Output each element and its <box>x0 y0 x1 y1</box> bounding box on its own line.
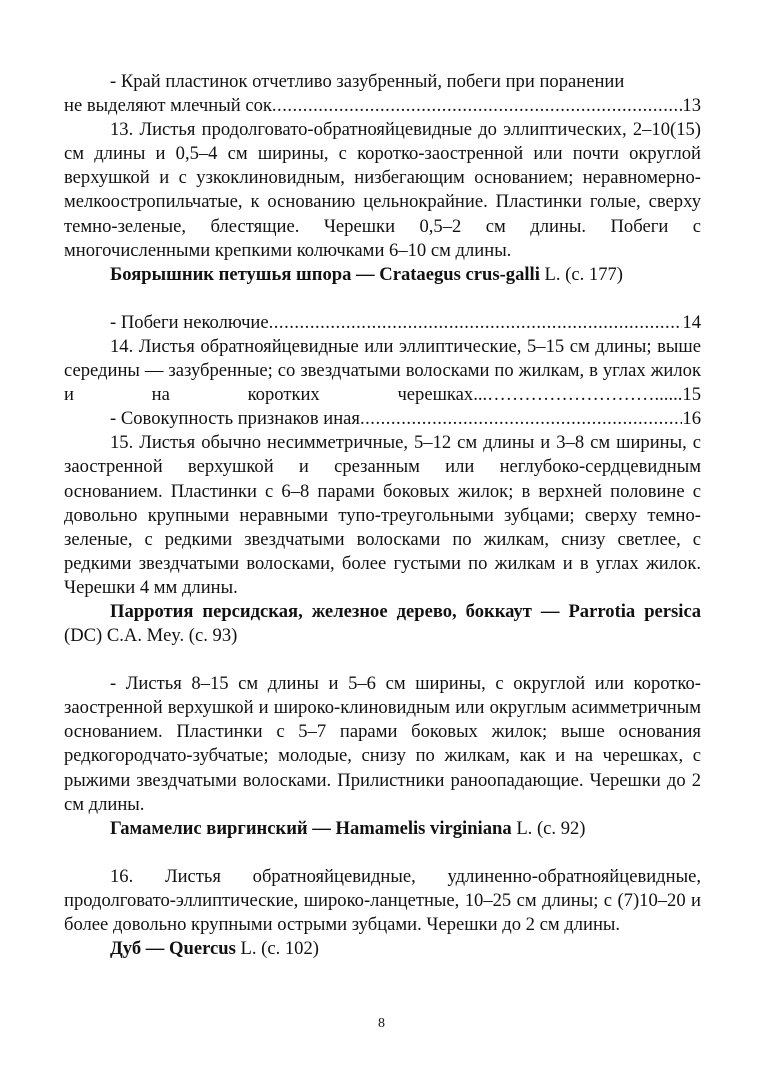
key-paragraph-14 <box>64 335 701 407</box>
key-leader-16 <box>64 407 701 431</box>
species-reference: L. (с. 102) <box>235 938 319 960</box>
dot-leader-inline: ...………………………...... <box>473 384 683 406</box>
dot-leader <box>269 311 683 335</box>
key-paragraph-13: 13. Листья продолговато-обратнояйцевидные до эллиптических, 2–10(15) см длины и 0,5–4 см ширины, с коротко-заостренной или почти округлой верхушкой и с узкоклиновидным, низбегающим основанием; неравномерно-мелкоостропильчатые, к основанию цельнокрайние. Пластинки голые, сверху темно-зеленые, блестящие. Черешки 0,5–2 см длины. Побеги с многочисленными крепкими колючками 6–10 см длины. <box>64 119 701 261</box>
spacer <box>64 648 701 672</box>
key-paragraph-15-alt: - Листья 8–15 см длины и 5–6 см ширины, с округлой или коротко-заостренной верхушкой и широко-клиновидным или округлым асимметричным основанием. Пластинки с 5–7 парами боковых жилок; выше основания редкогородчато-зубчатые; молодые, снизу по жилкам, как и на черешках, с рыжими звездчатыми волосками. Прилистники раноопадающие. Черешки до 2 см длины. <box>64 673 701 815</box>
key-line-text: - Совокупность признаков иная <box>110 408 360 430</box>
key-leader-14 <box>64 311 701 335</box>
species-name: Дуб — Quercus <box>110 938 236 960</box>
species-name: Боярышник петушья шпора — Crataegus crus-galli <box>110 263 540 285</box>
species-entry-parrotia <box>64 600 701 648</box>
species-entry-quercus <box>64 937 701 961</box>
species-name: Парротия персидская, железное дерево, боккаут — Parrotia persica <box>110 600 701 622</box>
species-name: Гамамелис виргинский — Hamamelis virginiana <box>110 817 512 839</box>
key-target-number: 14 <box>682 311 701 333</box>
species-reference: L. (с. 92) <box>511 817 586 839</box>
dot-leader <box>360 407 682 431</box>
spacer <box>64 841 701 865</box>
key-target-number: 15 <box>682 384 701 406</box>
key-line-text: - Побеги неколючие <box>110 311 269 333</box>
key-target-number: 16 <box>682 408 701 430</box>
key-line-text: не выделяют млечный сок <box>64 95 272 117</box>
spacer <box>64 287 701 311</box>
species-entry-crataegus <box>64 263 701 287</box>
page-body <box>64 70 701 961</box>
key-paragraph-16: 16. Листья обратнояйцевидные, удлиненно-обратнояйцевидные, продолговато-эллиптические, широко-ланцетные, 10–25 см длины; с (7)10–20 и более довольно крупными острыми зубцами. Черешки до 2 см длины. <box>64 865 701 935</box>
species-entry-hamamelis <box>64 817 701 841</box>
species-reference: (DC) C.A. Mey. (с. 93) <box>64 625 238 647</box>
key-target-number: 13 <box>682 95 701 117</box>
key-line-13-intro: - Край пластинок отчетливо зазубренный, побеги при поранении <box>110 71 625 92</box>
key-paragraph-15: 15. Листья обычно несимметричные, 5–12 см длины и 3–8 см ширины, с заостренной верхушкой и срезанным или неглубоко-сердцевидным основанием. Пластинки с 6–8 парами боковых жилок; в верхней половине с довольно крупными неравными тупо-треугольными зубцами; сверху темно-зеленые, с редкими звездчатыми волосками по жилкам, снизу светлее, с редкими звездчатыми волосками, более густыми по жилкам и в углах жилок. Черешки 4 мм длины. <box>64 432 701 598</box>
species-reference: L. (с. 177) <box>539 263 624 285</box>
page-number: 8 <box>378 1016 385 1031</box>
dot-leader <box>272 94 683 118</box>
key-line-text: 14. Листья обратнояйцевидные или эллиптические, 5–15 см длины; выше середины — зазубренные; со звездчатыми волосками по жилкам, в углах жилок и на коротких черешках <box>64 335 701 406</box>
key-leader-13 <box>64 94 701 118</box>
